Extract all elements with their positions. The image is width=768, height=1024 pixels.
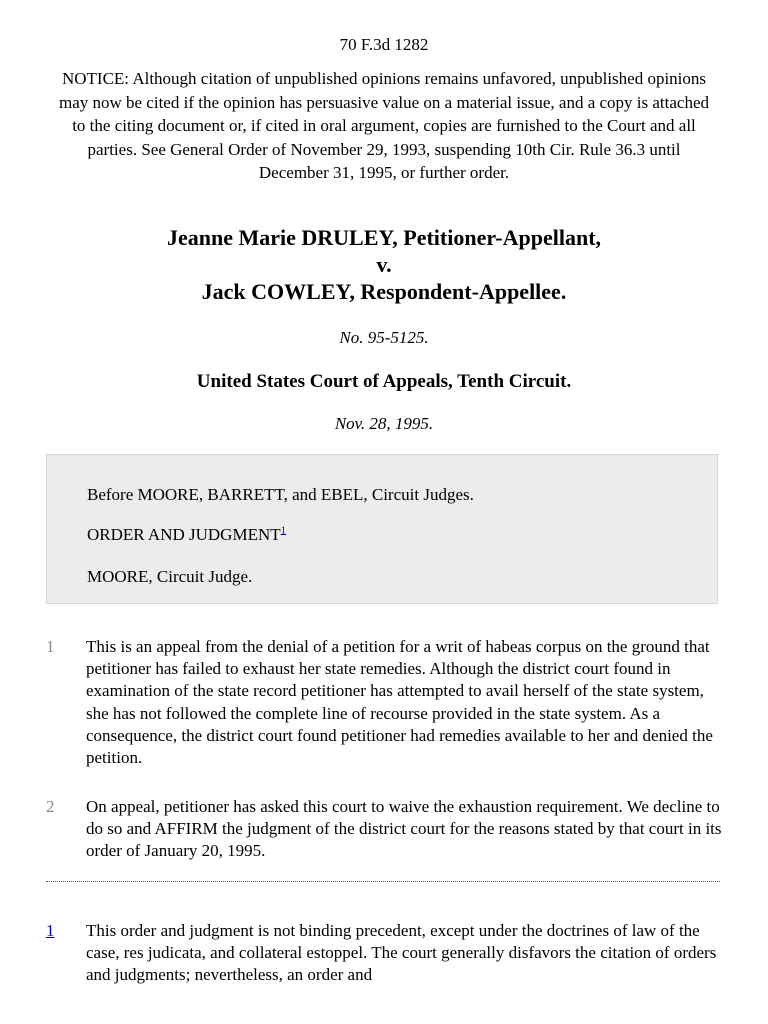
docket-number: No. 95-5125. bbox=[339, 328, 429, 347]
paragraph-text: This is an appeal from the denial of a petition for a writ of habeas corpus on the ground that petitioner has failed to exhaust her state remedies. Although the district court found in examination of the state record petitioner has attempted to avail herself of the state system, she has not followed the complete line of recourse provided in the state system. As a consequence, the district court found petitioner had remedies available to her and denied the petition. bbox=[86, 637, 713, 768]
footnote-number-link[interactable]: 1 bbox=[46, 921, 55, 940]
order-title: ORDER AND JUDGMENT bbox=[87, 525, 281, 544]
order-title-line bbox=[87, 525, 286, 545]
case-caption bbox=[0, 224, 768, 305]
unpublished-notice: NOTICE: Although citation of unpublished opinions remains unfavored, unpublished opinions may now be cited if the opinion has persuasive value on a material issue, and a copy is attached to the citing document or, if cited in oral argument, copies are furnished to the Court and all parties. See General Order of November 29, 1993, suspending 10th Cir. Rule 36.3 until December 31, 1995, or further order. bbox=[58, 69, 710, 183]
footnote-ref-link[interactable]: 1 bbox=[280, 524, 287, 537]
petitioner-name: Jeanne Marie DRULEY, Petitioner-Appellant, bbox=[166, 225, 602, 250]
panel-judges: Before MOORE, BARRETT, and EBEL, Circuit Judges. bbox=[87, 485, 474, 504]
respondent-name: Jack COWLEY, Respondent-Appellee. bbox=[201, 279, 567, 304]
court-name: United States Court of Appeals, Tenth Circuit. bbox=[196, 371, 572, 392]
decision-date: Nov. 28, 1995. bbox=[334, 414, 434, 433]
footnote-text: This order and judgment is not binding precedent, except under the doctrines of law of the case, res judicata, and collateral estoppel. The court generally disfavors the citation of orders and judgments; nevertheless, an order and bbox=[86, 921, 717, 985]
opinion-author: MOORE, Circuit Judge. bbox=[87, 567, 253, 586]
case-citation: 70 F.3d 1282 bbox=[339, 35, 429, 54]
judges-panel bbox=[46, 454, 718, 604]
versus-label: v. bbox=[376, 252, 392, 277]
footnote-divider bbox=[46, 881, 720, 882]
paragraph-text: On appeal, petitioner has asked this court to waive the exhaustion requirement. We decline to do so and AFFIRM the judgment of the district court for the reasons stated by that court in its order of January 20, 1995. bbox=[86, 797, 722, 861]
paragraph-number: 1 bbox=[46, 637, 55, 656]
paragraph-number: 2 bbox=[46, 797, 55, 816]
